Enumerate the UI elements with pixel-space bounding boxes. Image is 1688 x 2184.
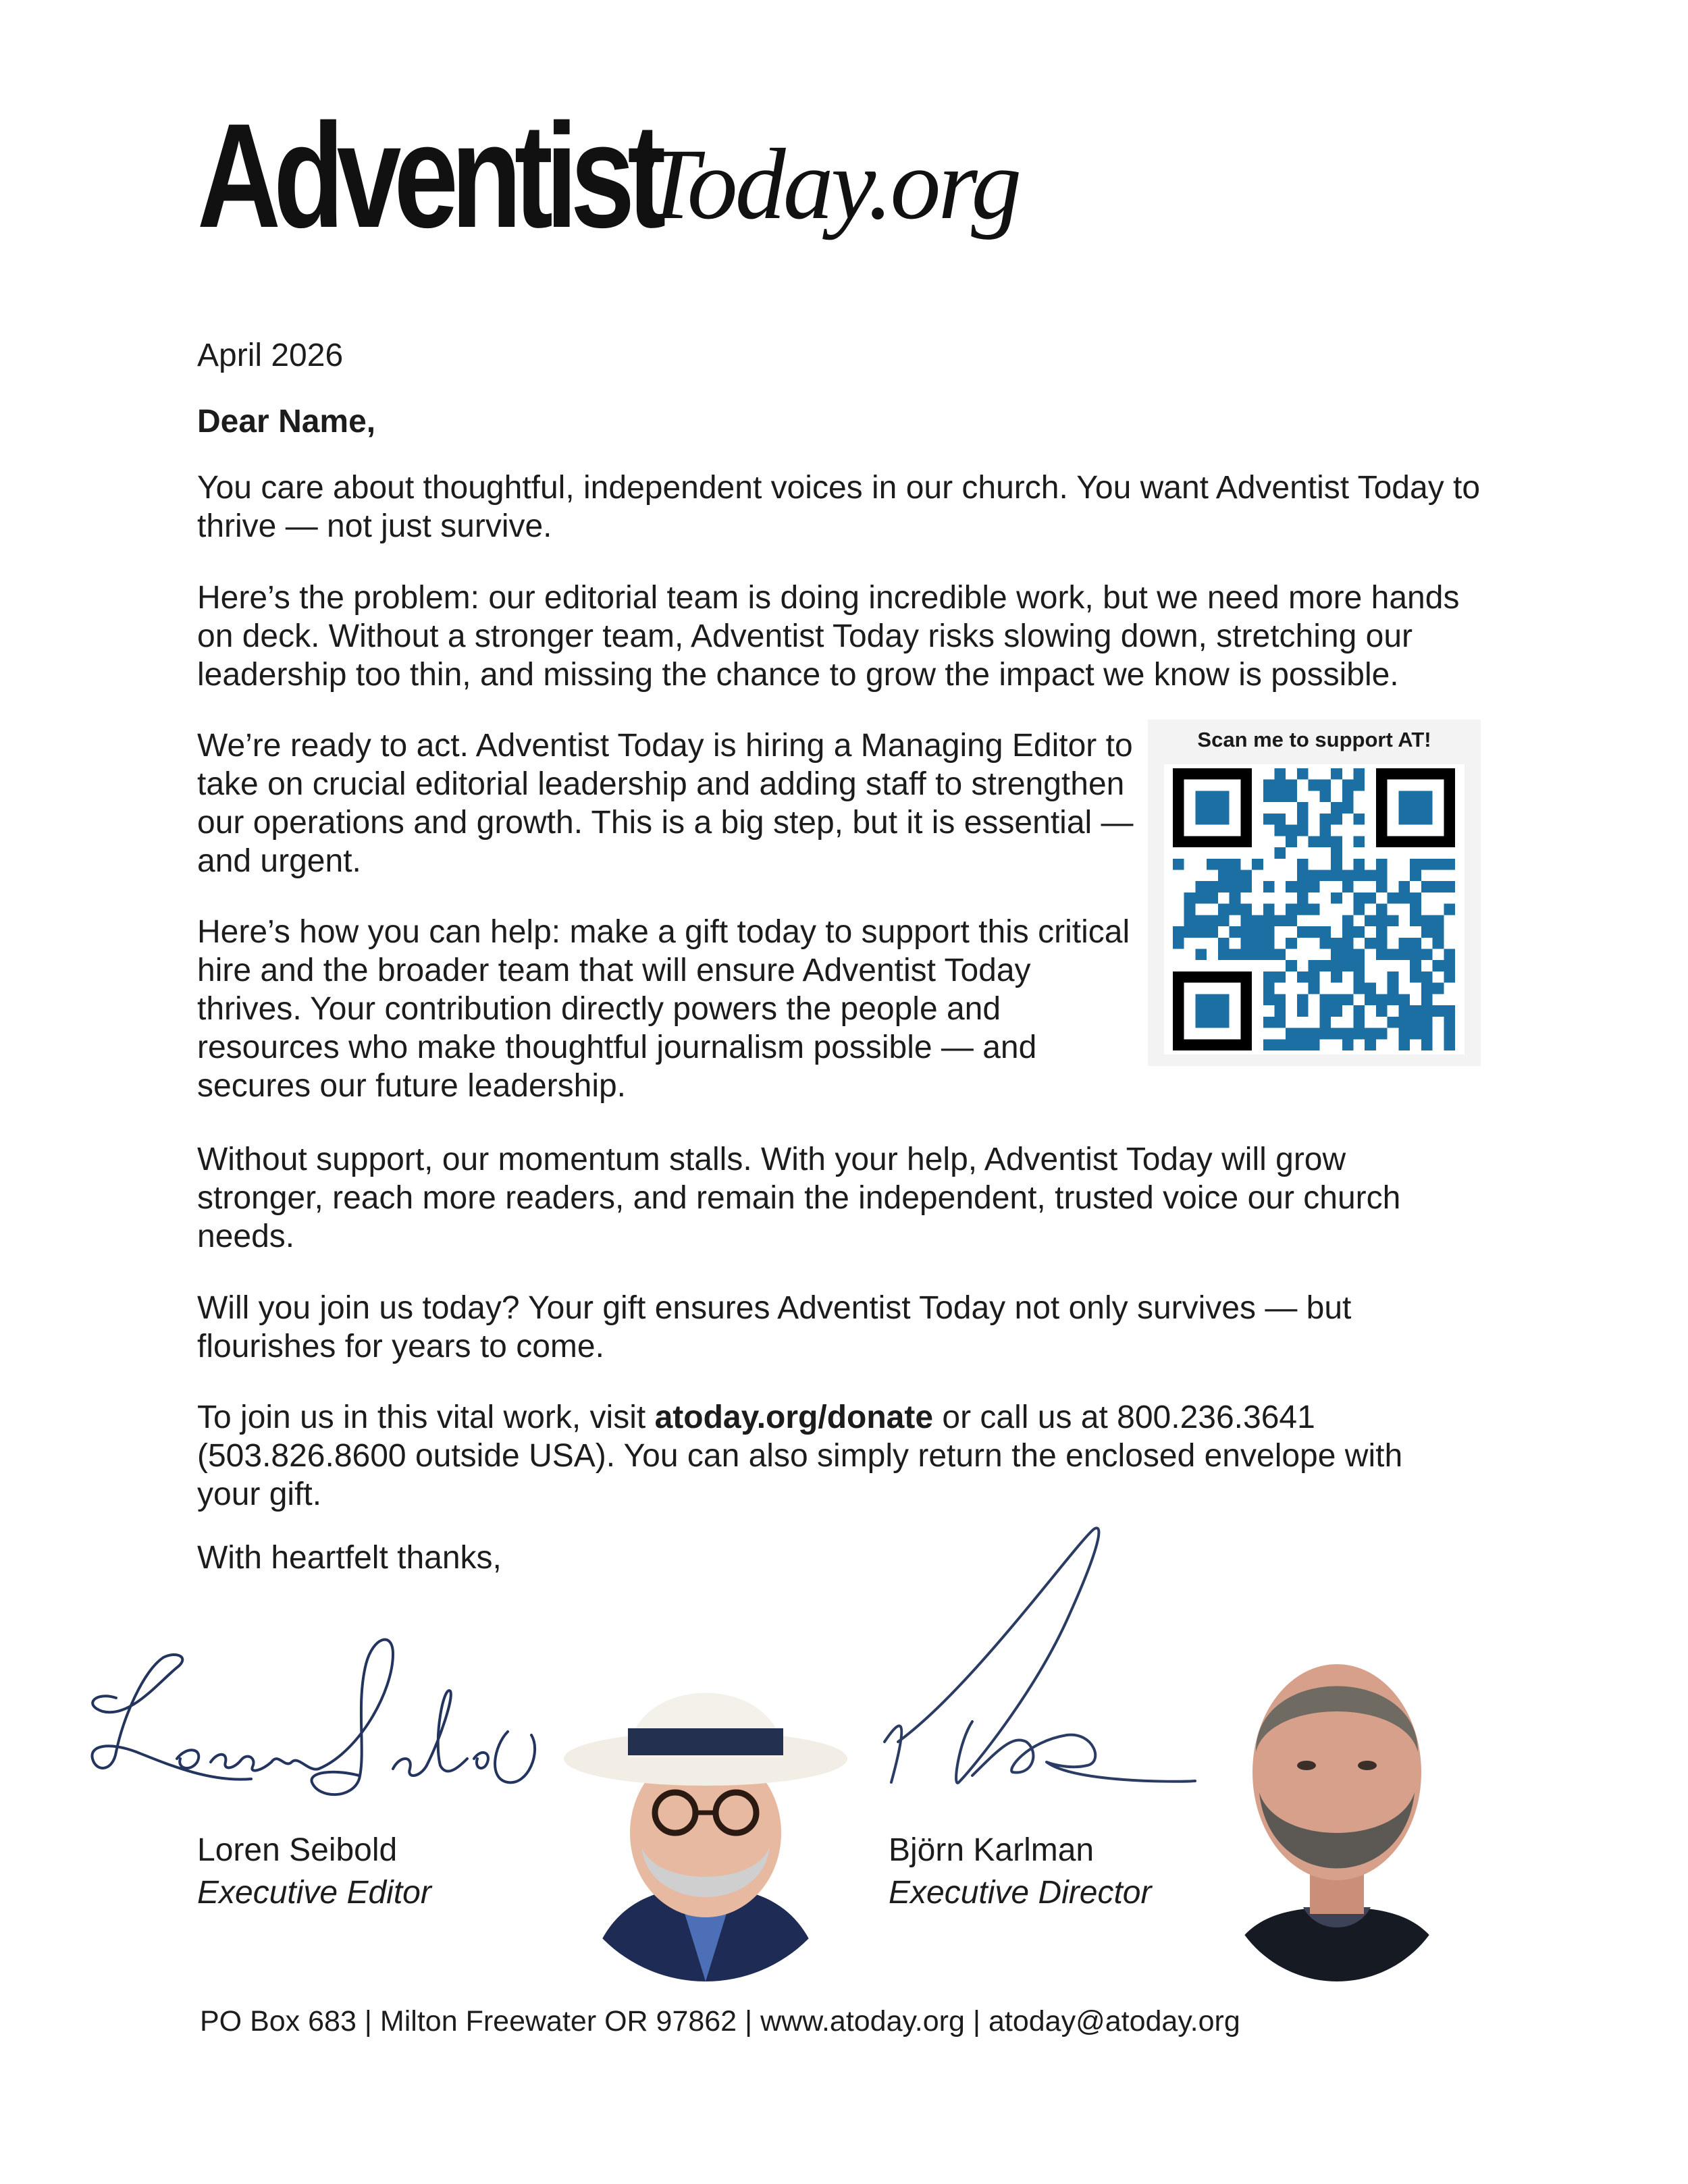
qr-code-icon (1169, 768, 1458, 1050)
qr-panel (1148, 720, 1481, 1066)
p7-after: or call us at 800.236.3641 (503.826.8600 outside USA). You can also simply return the enclosed envelope with your gift. (197, 1400, 1403, 1512)
paragraph-1: You care about thoughtful, independent voices in our church. You want Adventist Today to thrive — not just survive. (197, 470, 1481, 544)
logo-adventist: Adventist (197, 92, 659, 259)
paragraph-4: Here’s how you can help: make a gift today to support this critical hire and the broader team that will ensure Adventist Today thrives. Your contribution directly powers the people and resources who make thoughtful journalism possible — and secures our future leadership. (197, 914, 1130, 1104)
qr-label: Scan me to support AT! (1197, 728, 1431, 751)
p7-before: To join us in this vital work, visit (197, 1400, 655, 1435)
closing: With heartfelt thanks, (197, 1540, 502, 1576)
donate-link[interactable]: atoday.org/donate (654, 1400, 934, 1435)
signer-2-title: Executive Director (889, 1875, 1152, 1911)
signature-bjorn (871, 1519, 1209, 1830)
signature-loren (76, 1617, 548, 1806)
signer-2-name: Björn Karlman (889, 1832, 1094, 1868)
letter-date: April 2026 (197, 338, 344, 373)
signer-1-title: Executive Editor (197, 1875, 431, 1911)
signer-1-name: Loren Seibold (197, 1832, 398, 1868)
salutation: Dear Name, (197, 404, 376, 440)
logo (197, 92, 1020, 259)
photo-loren-seibold (560, 1630, 851, 1981)
qr-code[interactable] (1164, 764, 1465, 1055)
photo-bjorn-karlman (1222, 1624, 1452, 1981)
paragraph-7 (197, 1398, 1433, 1514)
footer-contact: PO Box 683 | Milton Freewater OR 97862 | www.atoday.org | atoday@atoday.org (200, 2005, 1240, 2037)
logo-today-org: Today.org (643, 128, 1020, 240)
paragraph-5: Without support, our momentum stalls. With your help, Adventist Today will grow stronger, reach more readers, and remain the independent, trusted voice our church needs. (197, 1142, 1401, 1254)
paragraph-6: Will you join us today? Your gift ensures Adventist Today not only survives — but flourishes for years to come. (197, 1290, 1352, 1364)
paragraph-3: We’re ready to act. Adventist Today is hiring a Managing Editor to take on crucial editorial leadership and adding staff to strengthen our operations and growth. This is a big step, but it is essential — and urgent. (197, 728, 1134, 879)
paragraph-2: Here’s the problem: our editorial team is doing incredible work, but we need more hands on deck. Without a stronger team, Adventist Today risks slowing down, stretching our leadership too thin, and missing the chance to grow the impact we know is possible. (197, 580, 1460, 693)
